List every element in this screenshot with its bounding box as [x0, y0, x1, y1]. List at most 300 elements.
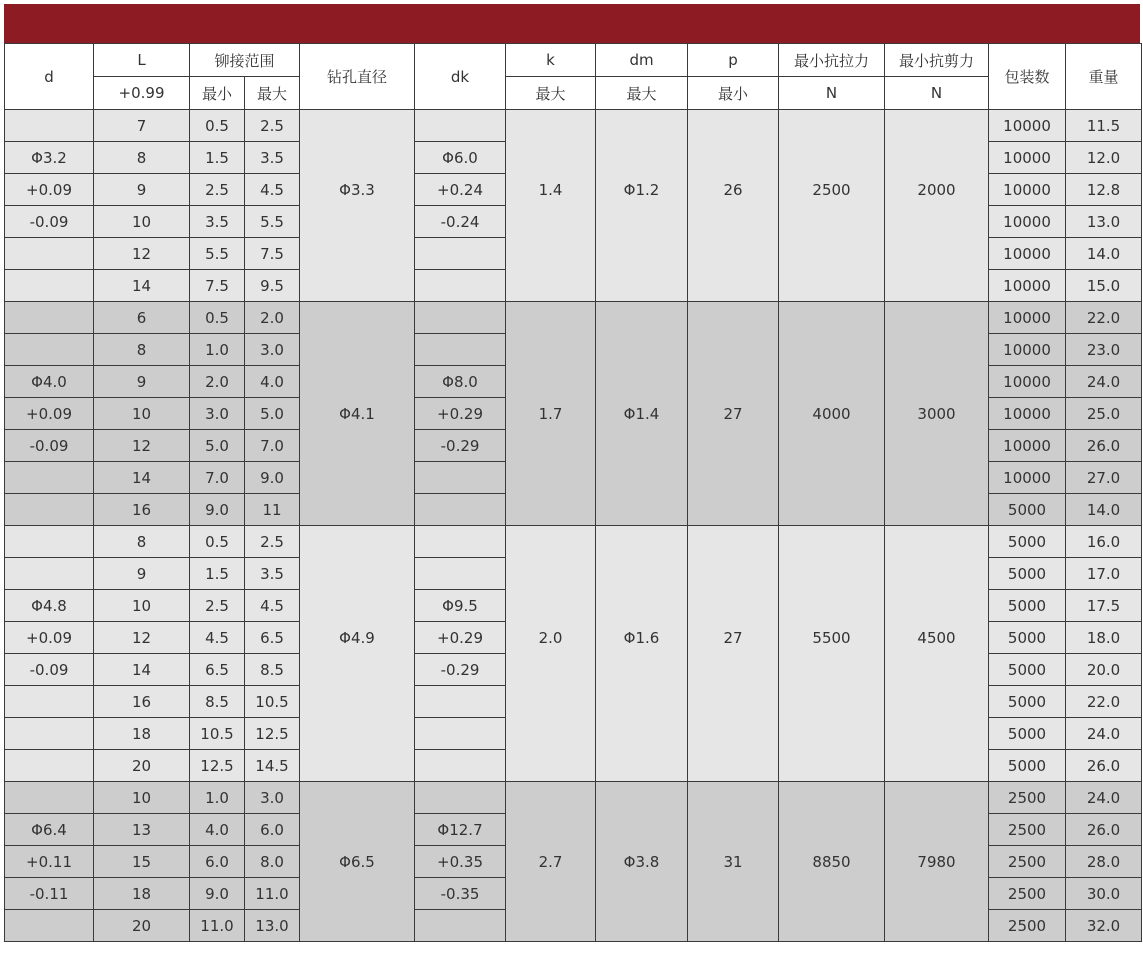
- col-d: d: [5, 44, 94, 110]
- col-L-tol: +0.99: [94, 77, 190, 110]
- cell-dk: [415, 910, 506, 942]
- cell-pack: 2500: [989, 782, 1066, 814]
- cell-weight: 13.0: [1066, 206, 1142, 238]
- table-row: [5, 366, 1142, 398]
- cell-L: 16: [94, 494, 190, 526]
- cell-max: 7.5: [245, 238, 300, 270]
- cell-max: 3.5: [245, 142, 300, 174]
- cell-drill: [300, 526, 415, 558]
- cell-max: 6.5: [245, 622, 300, 654]
- cell-weight: 24.0: [1066, 782, 1142, 814]
- cell-p: [688, 718, 779, 750]
- cell-p: [688, 654, 779, 686]
- col-pack: 包装数: [989, 44, 1066, 110]
- cell-dk: [415, 270, 506, 302]
- cell-k: [506, 878, 596, 910]
- cell-tensile: 5500: [779, 622, 885, 654]
- col-dm-sub: 最大: [596, 77, 688, 110]
- cell-d: [5, 302, 94, 334]
- col-shear: 最小抗剪力: [885, 44, 989, 77]
- cell-drill: [300, 270, 415, 302]
- cell-drill: [300, 238, 415, 270]
- cell-pack: 10000: [989, 206, 1066, 238]
- cell-min: 3.5: [190, 206, 245, 238]
- cell-pack: 10000: [989, 270, 1066, 302]
- col-k-sub: 最大: [506, 77, 596, 110]
- cell-drill: [300, 910, 415, 942]
- cell-k: [506, 334, 596, 366]
- cell-pack: 5000: [989, 750, 1066, 782]
- cell-min: 12.5: [190, 750, 245, 782]
- cell-min: 1.0: [190, 782, 245, 814]
- cell-weight: 23.0: [1066, 334, 1142, 366]
- cell-k: [506, 526, 596, 558]
- cell-min: 0.5: [190, 526, 245, 558]
- cell-max: 11.0: [245, 878, 300, 910]
- cell-weight: 30.0: [1066, 878, 1142, 910]
- cell-min: 9.0: [190, 494, 245, 526]
- cell-d: +0.09: [5, 622, 94, 654]
- cell-drill: [300, 590, 415, 622]
- cell-shear: [885, 526, 989, 558]
- cell-max: 3.5: [245, 558, 300, 590]
- table-row: [5, 814, 1142, 846]
- cell-d: -0.09: [5, 430, 94, 462]
- cell-weight: 26.0: [1066, 750, 1142, 782]
- table-row: [5, 142, 1142, 174]
- cell-pack: 2500: [989, 846, 1066, 878]
- cell-max: 13.0: [245, 910, 300, 942]
- cell-tensile: [779, 334, 885, 366]
- cell-p: 27: [688, 622, 779, 654]
- table-row: [5, 206, 1142, 238]
- cell-shear: [885, 878, 989, 910]
- cell-k: [506, 238, 596, 270]
- cell-shear: [885, 750, 989, 782]
- cell-max: 5.5: [245, 206, 300, 238]
- cell-max: 9.5: [245, 270, 300, 302]
- cell-dm: [596, 110, 688, 142]
- cell-p: [688, 526, 779, 558]
- cell-min: 2.5: [190, 174, 245, 206]
- cell-drill: Φ3.3: [300, 174, 415, 206]
- cell-drill: [300, 750, 415, 782]
- cell-tensile: [779, 718, 885, 750]
- cell-p: [688, 910, 779, 942]
- cell-L: 8: [94, 334, 190, 366]
- cell-k: [506, 910, 596, 942]
- cell-min: 2.5: [190, 590, 245, 622]
- cell-tensile: [779, 494, 885, 526]
- cell-d: +0.09: [5, 174, 94, 206]
- cell-shear: [885, 462, 989, 494]
- cell-drill: [300, 110, 415, 142]
- cell-weight: 24.0: [1066, 718, 1142, 750]
- cell-dm: [596, 334, 688, 366]
- col-tensile-unit: N: [779, 77, 885, 110]
- cell-shear: [885, 206, 989, 238]
- cell-dm: [596, 686, 688, 718]
- cell-pack: 2500: [989, 878, 1066, 910]
- cell-k: [506, 750, 596, 782]
- cell-dk: [415, 526, 506, 558]
- cell-L: 10: [94, 398, 190, 430]
- cell-L: 14: [94, 270, 190, 302]
- cell-dm: [596, 494, 688, 526]
- cell-pack: 2500: [989, 814, 1066, 846]
- cell-min: 1.0: [190, 334, 245, 366]
- cell-dk: +0.35: [415, 846, 506, 878]
- cell-shear: 7980: [885, 846, 989, 878]
- cell-p: 31: [688, 846, 779, 878]
- cell-max: 4.5: [245, 174, 300, 206]
- cell-L: 14: [94, 654, 190, 686]
- cell-pack: 5000: [989, 590, 1066, 622]
- cell-dk: [415, 750, 506, 782]
- cell-k: 2.0: [506, 622, 596, 654]
- cell-tensile: [779, 110, 885, 142]
- cell-d: [5, 334, 94, 366]
- cell-tensile: [779, 270, 885, 302]
- table-row: [5, 174, 1142, 206]
- col-drill: 钻孔直径: [300, 44, 415, 110]
- cell-dm: [596, 590, 688, 622]
- cell-dk: [415, 686, 506, 718]
- cell-shear: [885, 910, 989, 942]
- cell-drill: Φ4.9: [300, 622, 415, 654]
- table-row: [5, 334, 1142, 366]
- cell-dm: [596, 814, 688, 846]
- cell-dm: [596, 238, 688, 270]
- cell-drill: Φ6.5: [300, 846, 415, 878]
- table-row: [5, 494, 1142, 526]
- cell-dk: [415, 718, 506, 750]
- cell-pack: 5000: [989, 654, 1066, 686]
- cell-weight: 22.0: [1066, 302, 1142, 334]
- cell-p: [688, 782, 779, 814]
- cell-pack: 5000: [989, 718, 1066, 750]
- table-row: [5, 622, 1142, 654]
- cell-drill: [300, 718, 415, 750]
- cell-dm: [596, 654, 688, 686]
- cell-dk: [415, 334, 506, 366]
- cell-tensile: [779, 366, 885, 398]
- cell-tensile: 8850: [779, 846, 885, 878]
- cell-L: 10: [94, 782, 190, 814]
- cell-k: [506, 142, 596, 174]
- cell-max: 14.5: [245, 750, 300, 782]
- cell-dk: [415, 238, 506, 270]
- cell-tensile: [779, 910, 885, 942]
- cell-weight: 14.0: [1066, 238, 1142, 270]
- cell-max: 2.5: [245, 526, 300, 558]
- col-p-sub: 最小: [688, 77, 779, 110]
- cell-min: 1.5: [190, 142, 245, 174]
- cell-min: 0.5: [190, 110, 245, 142]
- cell-k: [506, 782, 596, 814]
- cell-shear: [885, 270, 989, 302]
- cell-min: 5.0: [190, 430, 245, 462]
- col-tensile: 最小抗拉力: [779, 44, 885, 77]
- cell-dk: Φ9.5: [415, 590, 506, 622]
- cell-shear: [885, 110, 989, 142]
- cell-k: [506, 206, 596, 238]
- cell-p: [688, 206, 779, 238]
- cell-weight: 28.0: [1066, 846, 1142, 878]
- cell-shear: [885, 686, 989, 718]
- cell-dm: [596, 750, 688, 782]
- cell-shear: 3000: [885, 398, 989, 430]
- col-L: L: [94, 44, 190, 77]
- cell-dm: [596, 910, 688, 942]
- cell-dm: [596, 526, 688, 558]
- cell-pack: 10000: [989, 398, 1066, 430]
- cell-dm: Φ1.4: [596, 398, 688, 430]
- cell-d: Φ6.4: [5, 814, 94, 846]
- cell-dk: +0.29: [415, 622, 506, 654]
- cell-p: [688, 334, 779, 366]
- cell-tensile: [779, 814, 885, 846]
- cell-L: 18: [94, 878, 190, 910]
- cell-max: 11: [245, 494, 300, 526]
- cell-p: [688, 878, 779, 910]
- cell-d: [5, 910, 94, 942]
- cell-dm: [596, 878, 688, 910]
- cell-pack: 10000: [989, 430, 1066, 462]
- cell-L: 9: [94, 366, 190, 398]
- col-k: k: [506, 44, 596, 77]
- cell-p: [688, 462, 779, 494]
- cell-drill: [300, 142, 415, 174]
- cell-pack: 5000: [989, 558, 1066, 590]
- cell-weight: 25.0: [1066, 398, 1142, 430]
- cell-dk: +0.29: [415, 398, 506, 430]
- cell-p: [688, 686, 779, 718]
- cell-shear: [885, 366, 989, 398]
- cell-L: 10: [94, 590, 190, 622]
- cell-drill: [300, 334, 415, 366]
- cell-weight: 24.0: [1066, 366, 1142, 398]
- cell-min: 1.5: [190, 558, 245, 590]
- cell-max: 7.0: [245, 430, 300, 462]
- cell-dm: [596, 462, 688, 494]
- cell-d: [5, 750, 94, 782]
- cell-max: 3.0: [245, 334, 300, 366]
- cell-pack: 5000: [989, 494, 1066, 526]
- cell-dm: [596, 430, 688, 462]
- cell-tensile: [779, 430, 885, 462]
- cell-d: Φ4.8: [5, 590, 94, 622]
- cell-weight: 12.0: [1066, 142, 1142, 174]
- cell-drill: [300, 494, 415, 526]
- cell-L: 8: [94, 142, 190, 174]
- cell-max: 6.0: [245, 814, 300, 846]
- cell-k: [506, 462, 596, 494]
- cell-d: [5, 494, 94, 526]
- cell-weight: 17.5: [1066, 590, 1142, 622]
- col-max: 最大: [245, 77, 300, 110]
- cell-p: [688, 238, 779, 270]
- cell-L: 20: [94, 910, 190, 942]
- cell-shear: [885, 302, 989, 334]
- cell-k: [506, 366, 596, 398]
- cell-d: Φ4.0: [5, 366, 94, 398]
- cell-drill: [300, 654, 415, 686]
- cell-shear: [885, 718, 989, 750]
- cell-tensile: [779, 782, 885, 814]
- cell-d: -0.09: [5, 654, 94, 686]
- cell-tensile: 4000: [779, 398, 885, 430]
- cell-tensile: [779, 142, 885, 174]
- cell-weight: 15.0: [1066, 270, 1142, 302]
- cell-tensile: [779, 590, 885, 622]
- cell-max: 8.5: [245, 654, 300, 686]
- cell-k: 1.7: [506, 398, 596, 430]
- cell-k: [506, 270, 596, 302]
- cell-weight: 17.0: [1066, 558, 1142, 590]
- cell-tensile: [779, 462, 885, 494]
- cell-dm: [596, 558, 688, 590]
- cell-drill: Φ4.1: [300, 398, 415, 430]
- col-dk: dk: [415, 44, 506, 110]
- cell-pack: 2500: [989, 910, 1066, 942]
- cell-dm: [596, 782, 688, 814]
- cell-dm: Φ1.6: [596, 622, 688, 654]
- cell-d: +0.11: [5, 846, 94, 878]
- cell-k: [506, 494, 596, 526]
- cell-weight: 26.0: [1066, 430, 1142, 462]
- cell-dk: -0.29: [415, 430, 506, 462]
- cell-drill: [300, 462, 415, 494]
- cell-tensile: [779, 238, 885, 270]
- cell-dm: [596, 718, 688, 750]
- cell-drill: [300, 302, 415, 334]
- cell-weight: 27.0: [1066, 462, 1142, 494]
- table-row: [5, 686, 1142, 718]
- cell-d: Φ3.2: [5, 142, 94, 174]
- cell-tensile: [779, 686, 885, 718]
- cell-d: [5, 238, 94, 270]
- cell-p: [688, 302, 779, 334]
- cell-dm: [596, 302, 688, 334]
- table-row: [5, 846, 1142, 878]
- cell-p: [688, 366, 779, 398]
- cell-weight: 12.8: [1066, 174, 1142, 206]
- cell-min: 6.5: [190, 654, 245, 686]
- table-row: [5, 398, 1142, 430]
- table-row: [5, 526, 1142, 558]
- table-row: [5, 270, 1142, 302]
- cell-L: 7: [94, 110, 190, 142]
- col-p: p: [688, 44, 779, 77]
- cell-dk: -0.29: [415, 654, 506, 686]
- cell-p: 27: [688, 398, 779, 430]
- cell-pack: 10000: [989, 174, 1066, 206]
- cell-drill: [300, 558, 415, 590]
- cell-dk: Φ12.7: [415, 814, 506, 846]
- cell-min: 2.0: [190, 366, 245, 398]
- cell-p: [688, 590, 779, 622]
- table-row: [5, 238, 1142, 270]
- cell-k: [506, 302, 596, 334]
- cell-min: 4.0: [190, 814, 245, 846]
- cell-d: +0.09: [5, 398, 94, 430]
- cell-pack: 10000: [989, 366, 1066, 398]
- cell-weight: 18.0: [1066, 622, 1142, 654]
- cell-weight: 16.0: [1066, 526, 1142, 558]
- cell-min: 5.5: [190, 238, 245, 270]
- cell-d: [5, 686, 94, 718]
- cell-min: 8.5: [190, 686, 245, 718]
- cell-d: -0.09: [5, 206, 94, 238]
- cell-d: [5, 270, 94, 302]
- cell-d: [5, 558, 94, 590]
- col-weight: 重量: [1066, 44, 1142, 110]
- cell-dm: [596, 206, 688, 238]
- cell-shear: [885, 654, 989, 686]
- cell-max: 2.0: [245, 302, 300, 334]
- cell-tensile: [779, 750, 885, 782]
- cell-p: [688, 110, 779, 142]
- cell-d: [5, 110, 94, 142]
- cell-pack: 5000: [989, 526, 1066, 558]
- table-row: [5, 782, 1142, 814]
- cell-L: 12: [94, 622, 190, 654]
- cell-L: 16: [94, 686, 190, 718]
- cell-pack: 10000: [989, 142, 1066, 174]
- cell-shear: [885, 782, 989, 814]
- cell-pack: 10000: [989, 110, 1066, 142]
- cell-min: 7.5: [190, 270, 245, 302]
- table-row: [5, 718, 1142, 750]
- cell-k: 2.7: [506, 846, 596, 878]
- cell-k: [506, 814, 596, 846]
- cell-p: 26: [688, 174, 779, 206]
- cell-p: [688, 558, 779, 590]
- cell-pack: 5000: [989, 622, 1066, 654]
- cell-min: 11.0: [190, 910, 245, 942]
- cell-k: 1.4: [506, 174, 596, 206]
- cell-pack: 10000: [989, 238, 1066, 270]
- cell-L: 9: [94, 174, 190, 206]
- cell-k: [506, 718, 596, 750]
- cell-drill: [300, 686, 415, 718]
- cell-shear: [885, 814, 989, 846]
- table-header: [5, 44, 1142, 110]
- cell-tensile: 2500: [779, 174, 885, 206]
- cell-shear: 2000: [885, 174, 989, 206]
- cell-L: 9: [94, 558, 190, 590]
- cell-k: [506, 654, 596, 686]
- cell-d: [5, 462, 94, 494]
- cell-p: [688, 270, 779, 302]
- cell-tensile: [779, 206, 885, 238]
- cell-tensile: [779, 558, 885, 590]
- cell-shear: 4500: [885, 622, 989, 654]
- header-bar: [4, 4, 1140, 43]
- cell-k: [506, 430, 596, 462]
- table-row: [5, 654, 1142, 686]
- cell-tensile: [779, 302, 885, 334]
- cell-weight: 11.5: [1066, 110, 1142, 142]
- cell-shear: [885, 590, 989, 622]
- cell-p: [688, 814, 779, 846]
- cell-shear: [885, 558, 989, 590]
- cell-dk: -0.24: [415, 206, 506, 238]
- cell-p: [688, 430, 779, 462]
- cell-dk: [415, 110, 506, 142]
- cell-d: [5, 782, 94, 814]
